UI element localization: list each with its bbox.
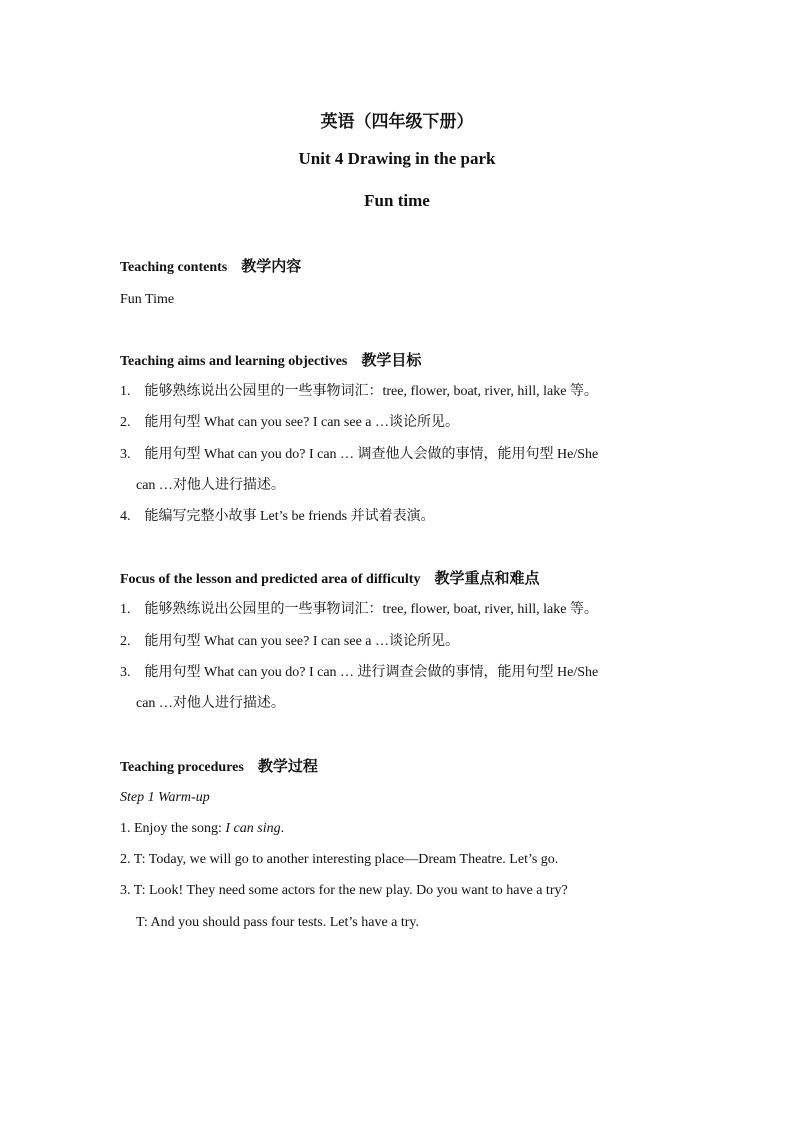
focus-item-3	[120, 664, 598, 682]
aims-item-text: 能编写完整小故事 Let’s be friends 并试着表演。	[144, 509, 435, 524]
focus-item-text: 能用句型 What can you do? I can … 进行调查会做的事情，能用句型 He/She	[144, 665, 599, 680]
aims-item-1	[120, 383, 598, 401]
aims-item-num: 4.	[120, 509, 131, 524]
aims-item-text: 能用句型 What can you see? I can see a …谈论所见。	[144, 415, 460, 430]
procedure-line-1	[120, 820, 284, 838]
procedures-heading-zh: 教学过程	[257, 759, 318, 775]
focus-heading	[120, 570, 540, 589]
unit-title: Unit 4 Drawing in the park	[298, 149, 496, 168]
aims-item-num: 3.	[120, 447, 131, 462]
focus-item-2	[120, 633, 459, 651]
focus-heading-en: Focus of the lesson and predicted area of difficulty	[120, 572, 421, 587]
procedure-line-2: 2. T: Today, we will go to another interesting place—Dream Theatre. Let’s go.	[120, 852, 559, 867]
focus-item-num: 1.	[120, 602, 131, 617]
focus-item-num: 3.	[120, 665, 131, 680]
procedures-heading-en: Teaching procedures	[120, 760, 244, 775]
procedure-line-1-suffix: .	[280, 821, 285, 836]
aims-item-num: 2.	[120, 415, 131, 430]
focus-item-1	[120, 601, 598, 619]
aims-heading-en: Teaching aims and learning objectives	[120, 354, 348, 369]
aims-item-3	[120, 446, 598, 464]
procedure-line-4: T: And you should pass four tests. Let’s have a try.	[136, 915, 420, 930]
focus-item-text: 能够熟练说出公园里的一些事物词汇：tree, flower, boat, river, hill, lake 等。	[144, 602, 598, 617]
subject-title: 英语（四年级下册）	[320, 112, 474, 131]
contents-heading-en: Teaching contents	[120, 260, 228, 275]
aims-item-2	[120, 414, 459, 432]
step-label: Step 1 Warm-up	[120, 790, 210, 805]
aims-item-4	[120, 508, 435, 526]
focus-item-num: 2.	[120, 634, 131, 649]
aims-item-3-continued: can …对他人进行描述。	[136, 478, 285, 493]
contents-heading-zh: 教学内容	[241, 259, 302, 275]
procedure-line-3: 3. T: Look! They need some actors for the new play. Do you want to have a try?	[120, 883, 568, 898]
aims-heading-zh: 教学目标	[361, 353, 422, 369]
focus-item-text: 能用句型 What can you see? I can see a …谈论所见。	[144, 634, 460, 649]
aims-heading	[120, 352, 421, 371]
focus-item-3-continued: can …对他人进行描述。	[136, 696, 285, 711]
song-title: I can sing	[225, 821, 281, 836]
aims-item-text: 能够熟练说出公园里的一些事物词汇：tree, flower, boat, river, hill, lake 等。	[144, 384, 598, 399]
procedure-line-1-prefix: 1. Enjoy the song:	[120, 821, 226, 836]
focus-heading-zh: 教学重点和难点	[434, 571, 540, 587]
aims-item-num: 1.	[120, 384, 131, 399]
contents-text: Fun Time	[120, 292, 175, 307]
aims-item-text: 能用句型 What can you do? I can … 调查他人会做的事情，能用句型 He/She	[144, 447, 599, 462]
contents-heading	[120, 258, 301, 277]
procedures-heading	[120, 758, 318, 777]
lesson-title: Fun time	[364, 191, 430, 210]
